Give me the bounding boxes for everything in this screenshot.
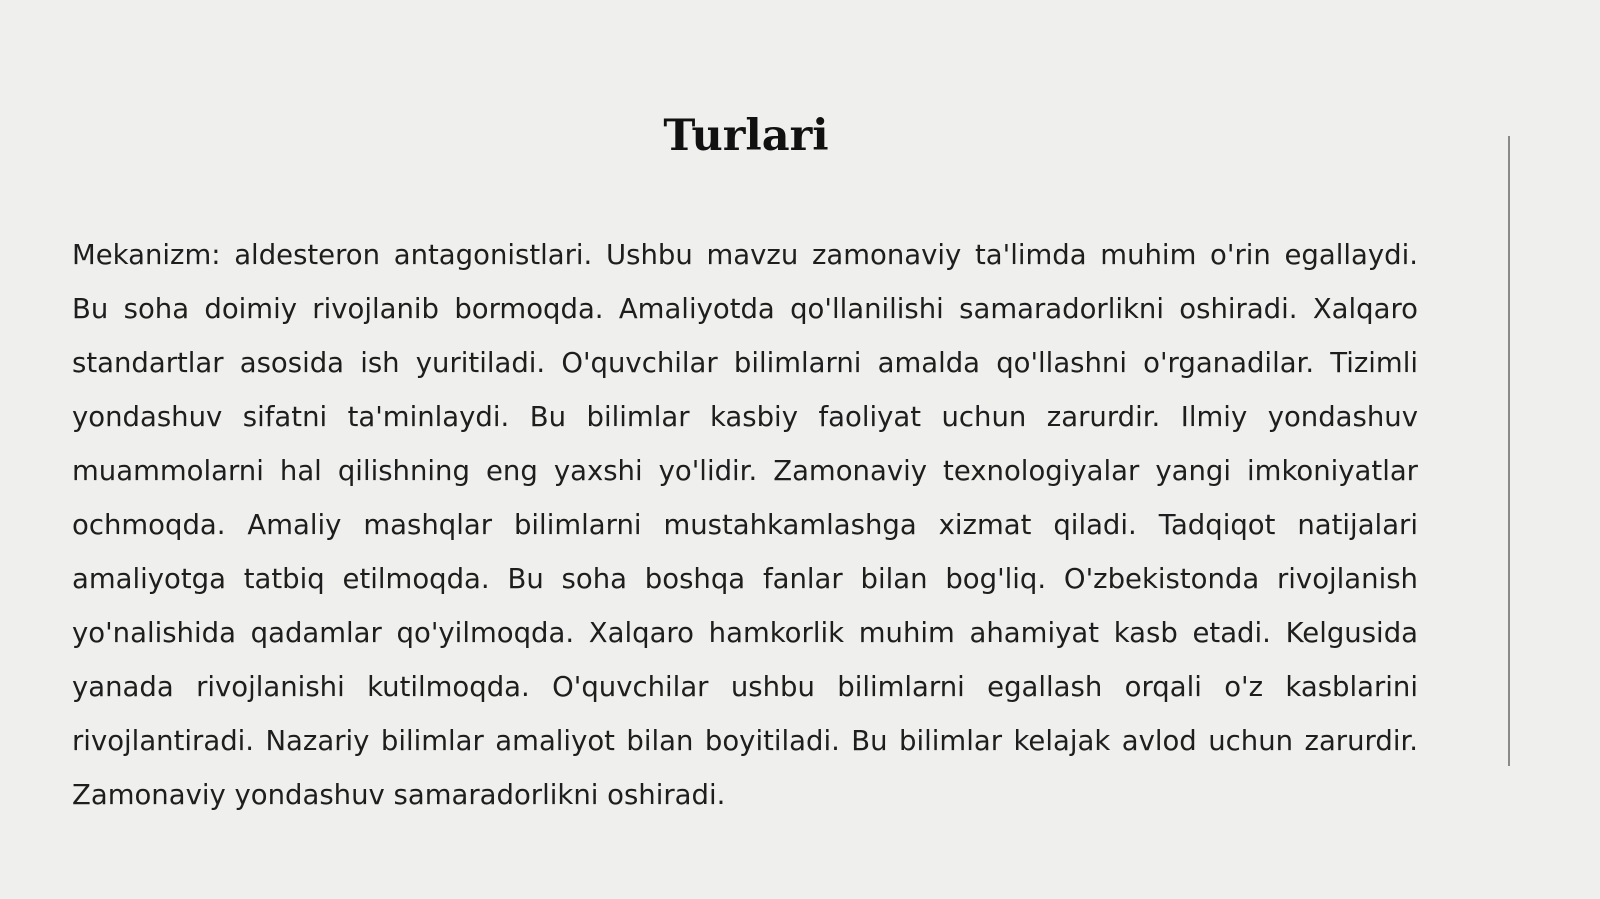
vertical-divider <box>1508 136 1510 766</box>
slide-title: Turlari <box>663 111 829 161</box>
slide-body-text: Mekanizm: aldesteron antagonistlari. Ushbu mavzu zamonaviy ta'limda muhim o'rin egallaydi. Bu soha doimiy rivojlanib bormoqda. Amaliyotda qo'llanilishi samaradorlikni oshiradi. Xalqaro standartlar asosida ish yuritiladi. O'quvchilar bilimlarni amalda qo'llashni o'rganadilar. Tizimli yondashuv sifatni ta'minlaydi. Bu bilimlar kasbiy faoliyat uchun zarurdir. Ilmiy yondashuv muammolarni hal qilishning eng yaxshi yo'lidir. Zamonaviy texnologiyalar yangi imkoniyatlar ochmoqda. Amaliy mashqlar bilimlarni mustahkamlashga xizmat qiladi. Tadqiqot natijalari amaliyotga tatbiq etilmoqda. Bu soha boshqa fanlar bilan bog'liq. O'zbekistonda rivojlanish yo'nalishida qadamlar qo'yilmoqda. Xalqaro hamkorlik muhim ahamiyat kasb etadi. Kelgusida yanada rivojlanishi kutilmoqda. O'quvchilar ushbu bilimlarni egallash orqali o'z kasblarini rivojlantiradi. Nazariy bilimlar amaliyot bilan boyitiladi. Bu bilimlar kelajak avlod uchun zarurdir. Zamonaviy yondashuv samaradorlikni oshiradi. <box>72 239 1418 811</box>
